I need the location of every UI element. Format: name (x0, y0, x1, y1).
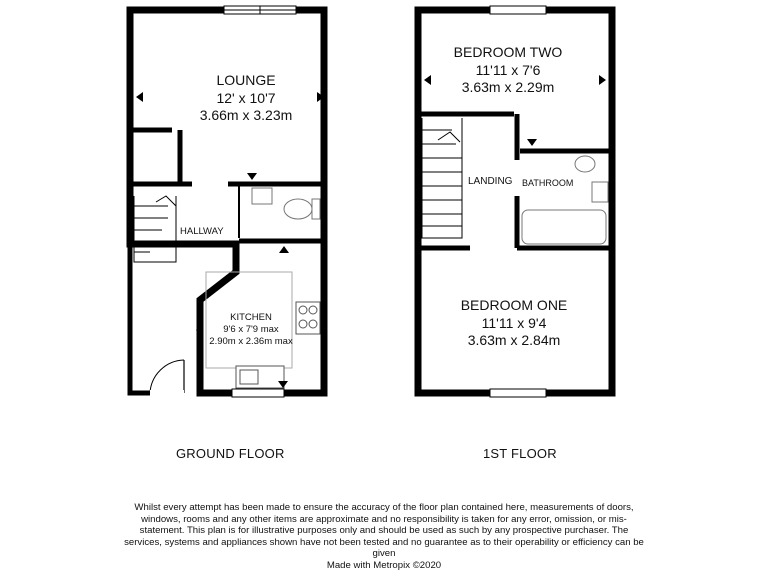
lounge-label (186, 72, 306, 125)
kitchen-sink (236, 366, 284, 388)
bathroom-toilet (575, 156, 595, 172)
kitchen-hob (296, 302, 320, 334)
landing-label: LANDING (468, 176, 513, 187)
disclaimer-text: Whilst every attempt has been made to ensure the accuracy of the floor plan contained here, measurements of doors, windows, rooms and any other items are approximate and no responsibility is taken for any error, omission, or mis-statement. This plan is for illustrative purposes only and should be used as such by any prospective purchaser. The services, systems and appliances shown have not been tested and no guarantee as to their operability or efficiency can be given (124, 502, 644, 559)
bedroom-one-name: BEDROOM ONE (460, 297, 568, 313)
front-door-swing (150, 360, 184, 393)
lounge-name: LOUNGE (216, 72, 276, 88)
wc-basin (252, 188, 272, 204)
bedroom-two-window (490, 6, 546, 14)
ground-floor-title: GROUND FLOOR (176, 446, 285, 461)
bathroom-basin (592, 182, 608, 202)
bedroom-one-label (454, 297, 574, 350)
lounge-imperial: 12' x 10'7 (216, 89, 276, 106)
kitchen-hall-wall (130, 244, 150, 393)
bedroom-one-window (490, 389, 546, 397)
ground-stairs (134, 196, 176, 262)
kitchen-metric: 2.90m x 2.36m max (209, 335, 293, 347)
bedroom-two-imperial: 11'11 x 7'6 (475, 61, 541, 78)
disclaimer-credit: Made with Metropix ©2020 (326, 559, 442, 571)
bedroom-two-metric: 3.63m x 2.29m (461, 79, 555, 95)
kitchen-imperial: 9'6 x 7'9 max (223, 323, 279, 335)
kitchen-window (232, 389, 284, 397)
bathroom-label: BATHROOM (522, 178, 574, 188)
first-floor-title: 1ST FLOOR (483, 446, 557, 461)
bedroom-one-imperial: 11'11 x 9'4 (481, 314, 547, 331)
kitchen-name: KITCHEN (230, 312, 272, 323)
kitchen-label (206, 312, 296, 348)
bedroom-two-name: BEDROOM TWO (453, 44, 563, 60)
disclaimer (120, 502, 648, 571)
lounge-cupboard-wall (130, 130, 180, 184)
wc-toilet (284, 199, 312, 219)
lounge-metric: 3.66m x 3.23m (199, 107, 293, 123)
bedroom-one-metric: 3.63m x 2.84m (467, 332, 561, 348)
bathroom-bath (522, 210, 606, 244)
first-stairs (422, 118, 462, 238)
hallway-label: HALLWAY (180, 226, 224, 237)
bedroom-two-label (448, 44, 568, 97)
